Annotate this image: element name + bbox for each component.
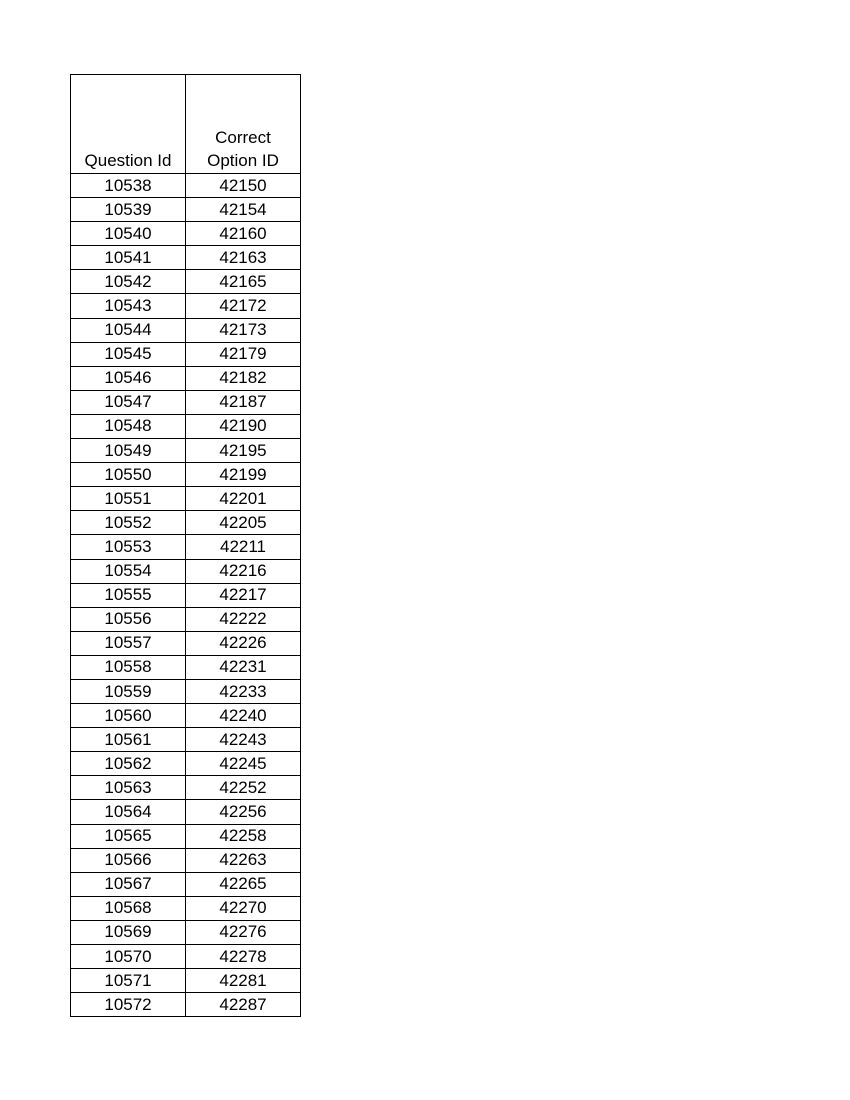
cell-question-id: 10546 bbox=[71, 366, 186, 390]
cell-correct-option-id: 42211 bbox=[186, 535, 301, 559]
cell-correct-option-id: 42287 bbox=[186, 993, 301, 1017]
cell-correct-option-id: 42231 bbox=[186, 655, 301, 679]
cell-question-id: 10564 bbox=[71, 800, 186, 824]
table-row bbox=[71, 776, 301, 800]
table-row bbox=[71, 559, 301, 583]
cell-correct-option-id: 42150 bbox=[186, 174, 301, 198]
cell-correct-option-id: 42160 bbox=[186, 222, 301, 246]
cell-question-id: 10567 bbox=[71, 872, 186, 896]
table-row bbox=[71, 920, 301, 944]
cell-question-id: 10549 bbox=[71, 439, 186, 463]
cell-correct-option-id: 42201 bbox=[186, 487, 301, 511]
cell-correct-option-id: 42187 bbox=[186, 390, 301, 414]
cell-correct-option-id: 42165 bbox=[186, 270, 301, 294]
cell-correct-option-id: 42195 bbox=[186, 439, 301, 463]
table-row bbox=[71, 993, 301, 1017]
cell-question-id: 10550 bbox=[71, 463, 186, 487]
cell-question-id: 10547 bbox=[71, 390, 186, 414]
cell-correct-option-id: 42154 bbox=[186, 198, 301, 222]
table-row bbox=[71, 583, 301, 607]
table-row bbox=[71, 945, 301, 969]
table-row bbox=[71, 487, 301, 511]
table-row bbox=[71, 294, 301, 318]
cell-correct-option-id: 42281 bbox=[186, 969, 301, 993]
answer-key-table bbox=[70, 74, 301, 1017]
cell-question-id: 10555 bbox=[71, 583, 186, 607]
cell-question-id: 10571 bbox=[71, 969, 186, 993]
table-row bbox=[71, 342, 301, 366]
cell-correct-option-id: 42205 bbox=[186, 511, 301, 535]
cell-correct-option-id: 42179 bbox=[186, 342, 301, 366]
table-header bbox=[71, 75, 301, 174]
table-row bbox=[71, 270, 301, 294]
table-row bbox=[71, 174, 301, 198]
table-row bbox=[71, 318, 301, 342]
cell-correct-option-id: 42226 bbox=[186, 631, 301, 655]
cell-correct-option-id: 42240 bbox=[186, 704, 301, 728]
header-question-id bbox=[71, 75, 186, 174]
cell-question-id: 10560 bbox=[71, 704, 186, 728]
table-row bbox=[71, 848, 301, 872]
table-row bbox=[71, 800, 301, 824]
cell-question-id: 10558 bbox=[71, 655, 186, 679]
cell-correct-option-id: 42263 bbox=[186, 848, 301, 872]
table-row bbox=[71, 414, 301, 438]
table-row bbox=[71, 752, 301, 776]
table-row bbox=[71, 728, 301, 752]
cell-question-id: 10543 bbox=[71, 294, 186, 318]
table-row bbox=[71, 390, 301, 414]
cell-question-id: 10566 bbox=[71, 848, 186, 872]
table-body bbox=[71, 174, 301, 1017]
header-correct-option-id bbox=[186, 75, 301, 174]
table-row bbox=[71, 824, 301, 848]
cell-question-id: 10556 bbox=[71, 607, 186, 631]
cell-correct-option-id: 42182 bbox=[186, 366, 301, 390]
cell-correct-option-id: 42190 bbox=[186, 414, 301, 438]
cell-question-id: 10563 bbox=[71, 776, 186, 800]
cell-question-id: 10541 bbox=[71, 246, 186, 270]
cell-correct-option-id: 42217 bbox=[186, 583, 301, 607]
header-correct-option-line1: Correct bbox=[215, 128, 271, 147]
cell-correct-option-id: 42222 bbox=[186, 607, 301, 631]
cell-question-id: 10568 bbox=[71, 896, 186, 920]
table-row bbox=[71, 679, 301, 703]
cell-correct-option-id: 42258 bbox=[186, 824, 301, 848]
table-row bbox=[71, 631, 301, 655]
cell-correct-option-id: 42276 bbox=[186, 920, 301, 944]
cell-question-id: 10569 bbox=[71, 920, 186, 944]
table-row bbox=[71, 439, 301, 463]
cell-question-id: 10544 bbox=[71, 318, 186, 342]
table-row bbox=[71, 704, 301, 728]
answer-key-sheet bbox=[70, 74, 301, 1017]
cell-correct-option-id: 42245 bbox=[186, 752, 301, 776]
table-row bbox=[71, 607, 301, 631]
cell-correct-option-id: 42278 bbox=[186, 945, 301, 969]
cell-question-id: 10572 bbox=[71, 993, 186, 1017]
cell-question-id: 10559 bbox=[71, 679, 186, 703]
table-row bbox=[71, 872, 301, 896]
cell-question-id: 10542 bbox=[71, 270, 186, 294]
cell-correct-option-id: 42233 bbox=[186, 679, 301, 703]
table-row bbox=[71, 969, 301, 993]
cell-correct-option-id: 42163 bbox=[186, 246, 301, 270]
cell-question-id: 10554 bbox=[71, 559, 186, 583]
table-row bbox=[71, 535, 301, 559]
cell-correct-option-id: 42252 bbox=[186, 776, 301, 800]
cell-question-id: 10557 bbox=[71, 631, 186, 655]
table-row bbox=[71, 511, 301, 535]
cell-correct-option-id: 42173 bbox=[186, 318, 301, 342]
cell-correct-option-id: 42172 bbox=[186, 294, 301, 318]
cell-question-id: 10539 bbox=[71, 198, 186, 222]
table-row bbox=[71, 246, 301, 270]
cell-correct-option-id: 42243 bbox=[186, 728, 301, 752]
table-row bbox=[71, 896, 301, 920]
table-row bbox=[71, 655, 301, 679]
cell-question-id: 10553 bbox=[71, 535, 186, 559]
cell-correct-option-id: 42199 bbox=[186, 463, 301, 487]
cell-question-id: 10538 bbox=[71, 174, 186, 198]
cell-question-id: 10551 bbox=[71, 487, 186, 511]
cell-question-id: 10552 bbox=[71, 511, 186, 535]
cell-correct-option-id: 42216 bbox=[186, 559, 301, 583]
cell-question-id: 10570 bbox=[71, 945, 186, 969]
header-row bbox=[71, 75, 301, 174]
table-row bbox=[71, 463, 301, 487]
cell-question-id: 10562 bbox=[71, 752, 186, 776]
cell-question-id: 10565 bbox=[71, 824, 186, 848]
header-question-id-label: Question Id bbox=[84, 151, 172, 170]
cell-question-id: 10548 bbox=[71, 414, 186, 438]
cell-question-id: 10561 bbox=[71, 728, 186, 752]
header-correct-option-line2: Option ID bbox=[207, 151, 279, 170]
cell-question-id: 10545 bbox=[71, 342, 186, 366]
table-row bbox=[71, 222, 301, 246]
cell-correct-option-id: 42265 bbox=[186, 872, 301, 896]
cell-correct-option-id: 42270 bbox=[186, 896, 301, 920]
table-row bbox=[71, 198, 301, 222]
cell-correct-option-id: 42256 bbox=[186, 800, 301, 824]
table-row bbox=[71, 366, 301, 390]
cell-question-id: 10540 bbox=[71, 222, 186, 246]
